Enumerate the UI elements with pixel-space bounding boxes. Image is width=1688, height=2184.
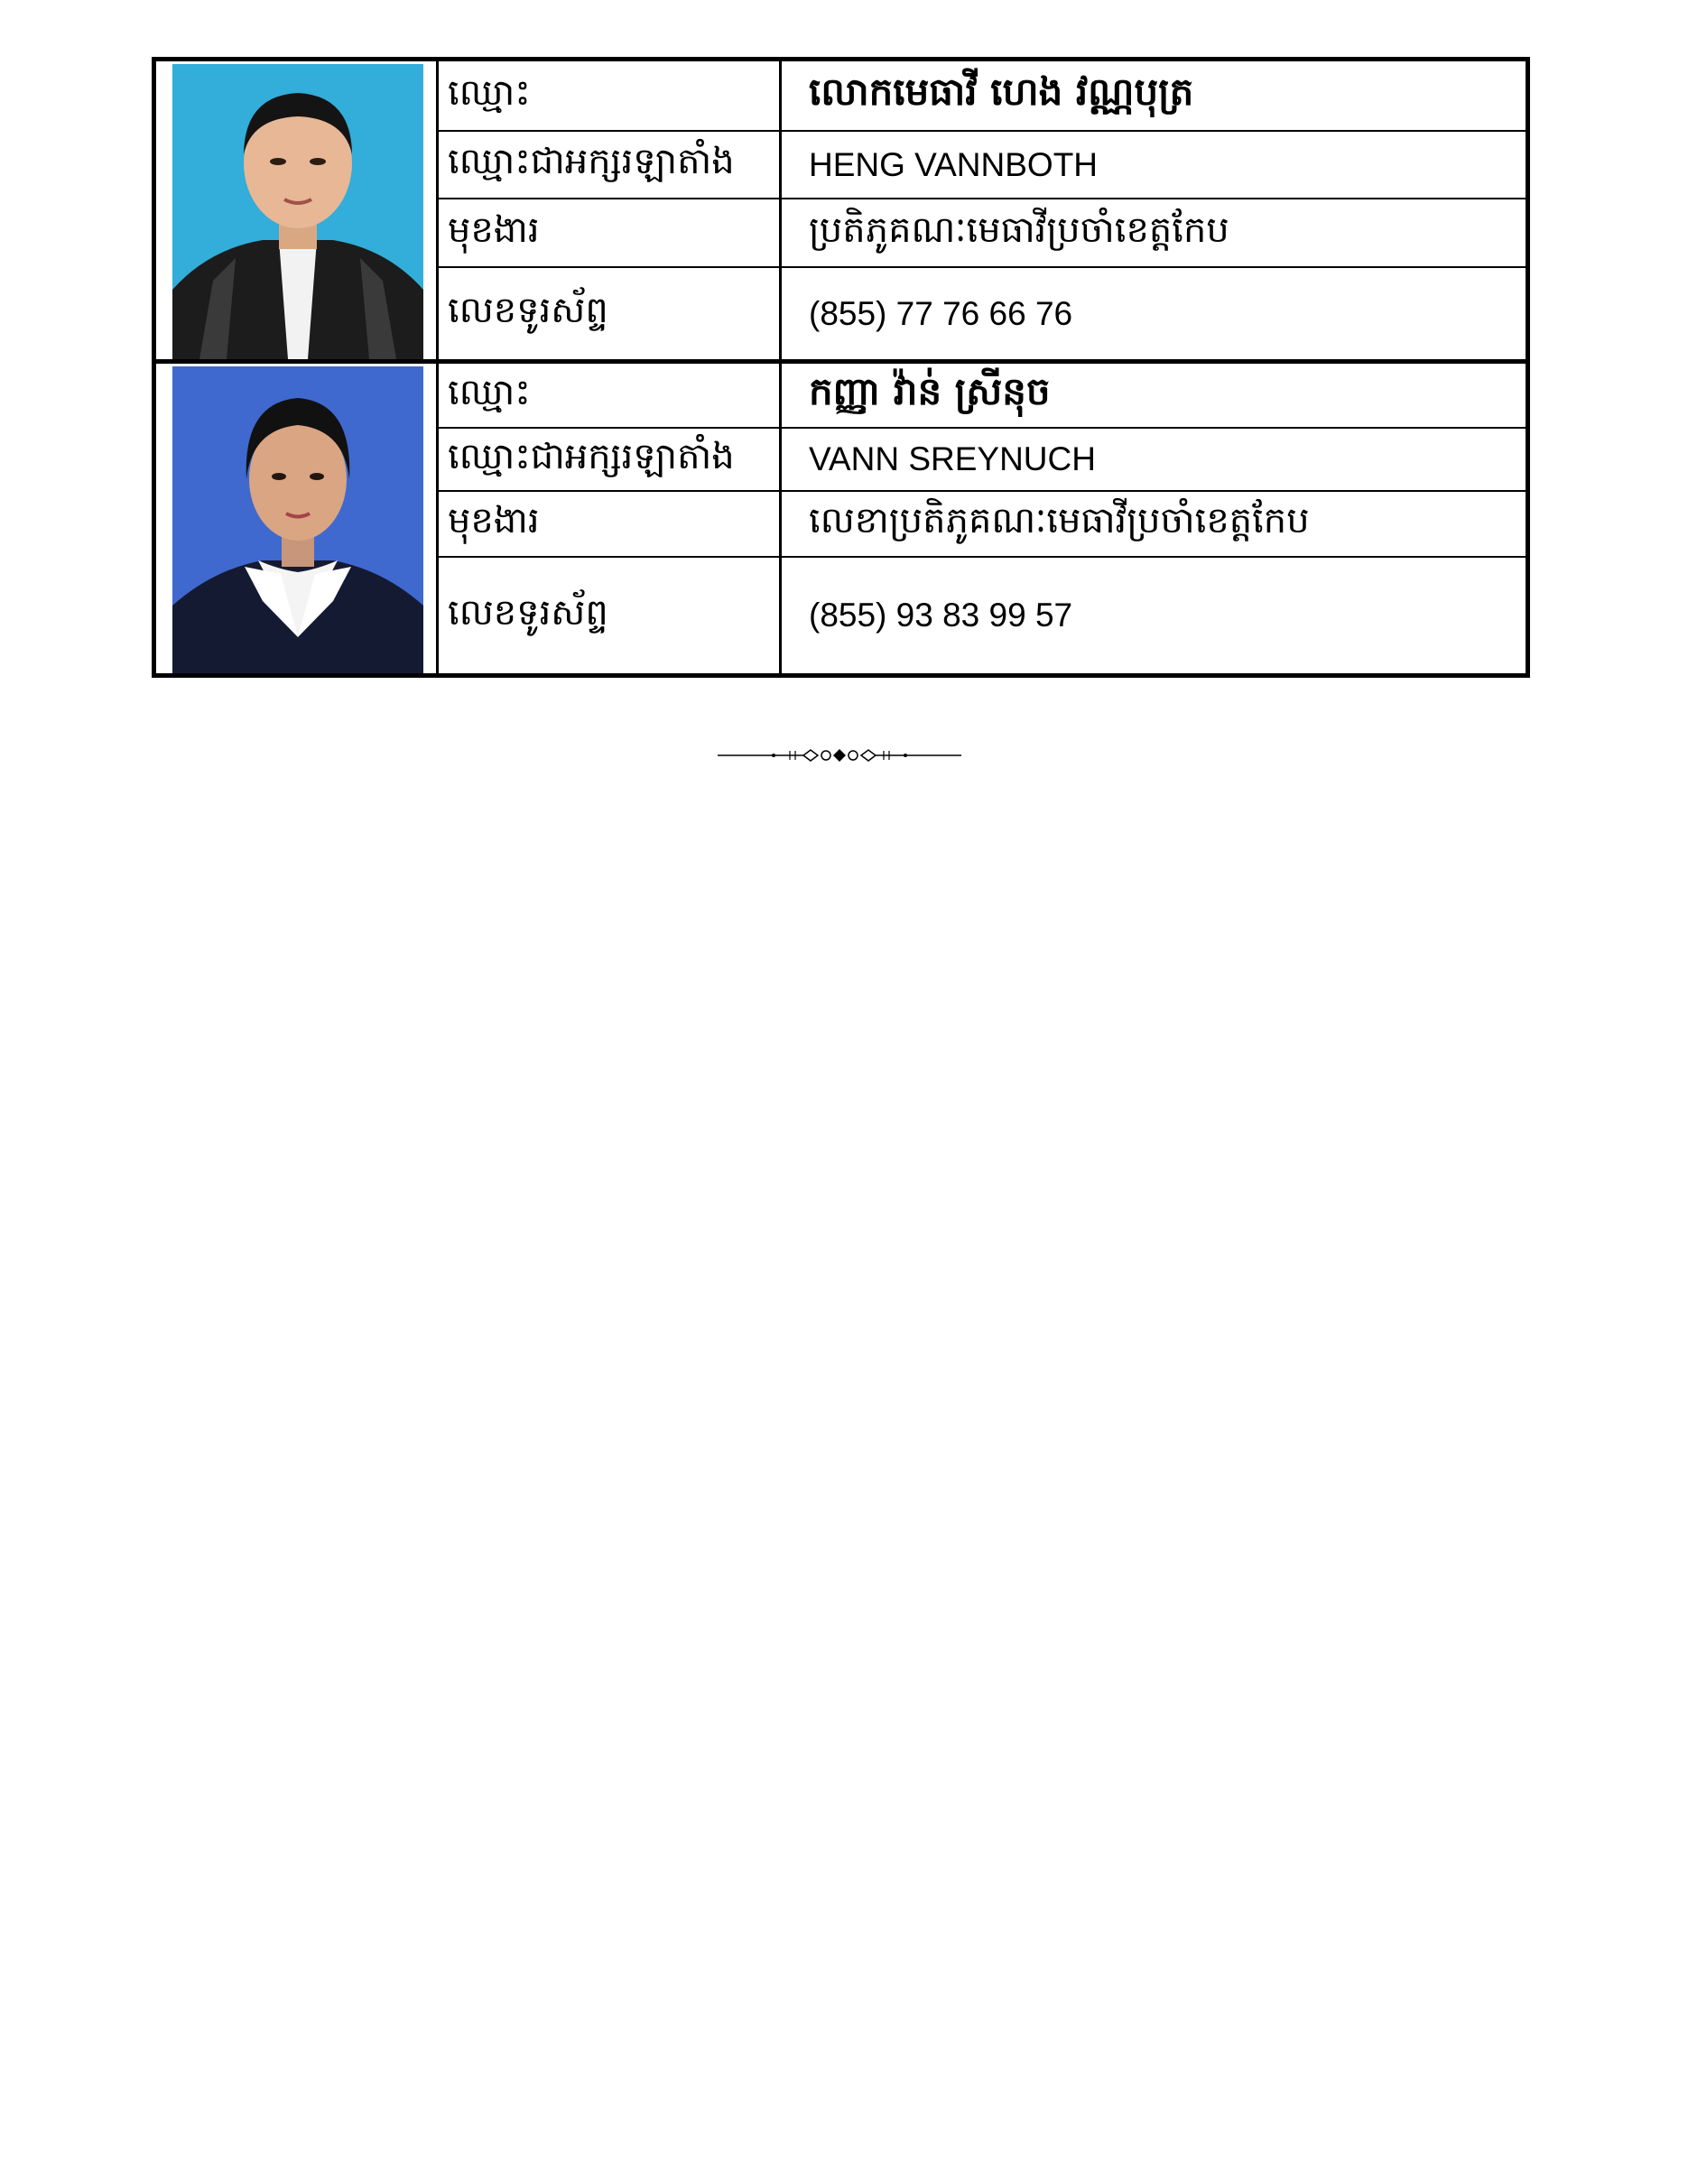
portrait-photo-2: [172, 366, 423, 673]
phone-row: [439, 268, 1526, 359]
position-row: [439, 492, 1526, 558]
latin-name-value: HENG VANNBOTH: [809, 145, 1099, 183]
contact-card-table: [152, 57, 1530, 678]
name-row: [439, 61, 1526, 132]
phone-row: [439, 558, 1526, 673]
name-label: ឈ្មោះ: [439, 61, 782, 130]
position-label: មុខងារ: [439, 492, 782, 556]
name-value: លោកមេធាវី ហេង វណ្ណបុត្រ: [809, 69, 1194, 114]
photo-cell: [156, 61, 439, 359]
phone-label: លេខទូរស័ព្ទ: [439, 268, 782, 359]
latin-name-label: ឈ្មោះជាអក្សរឡាតាំង: [439, 132, 782, 198]
latin-name-row: [439, 132, 1526, 199]
contact-entry-2: [156, 364, 1526, 673]
contact-entry-1: [156, 61, 1526, 364]
name-row: [439, 364, 1526, 429]
latin-name-row: [439, 429, 1526, 492]
contact-fields-2: [439, 364, 1526, 673]
latin-name-value: VANN SREYNUCH: [809, 440, 1096, 477]
portrait-photo-1: [172, 64, 423, 359]
position-value: ប្រតិភូគណៈមេធាវីប្រចាំខេត្តកែប: [809, 208, 1229, 251]
position-label: មុខងារ: [439, 199, 782, 266]
photo-cell: [156, 364, 439, 673]
position-value: លេខាប្រតិភូគណៈមេធាវីប្រចាំខេត្តកែប: [809, 500, 1310, 541]
contact-fields-1: [439, 61, 1526, 359]
name-value: កញ្ញា វ៉ាន់ ស្រីនុច: [809, 369, 1051, 413]
phone-value: (855) 93 83 99 57: [809, 597, 1073, 634]
position-row: [439, 199, 1526, 268]
name-label: ឈ្មោះ: [439, 364, 782, 427]
phone-value: (855) 77 76 66 76: [809, 294, 1073, 332]
latin-name-label: ឈ្មោះជាអក្សរឡាតាំង: [439, 429, 782, 490]
decorative-divider-icon: [718, 745, 961, 765]
phone-label: លេខទូរស័ព្ទ: [439, 558, 782, 673]
